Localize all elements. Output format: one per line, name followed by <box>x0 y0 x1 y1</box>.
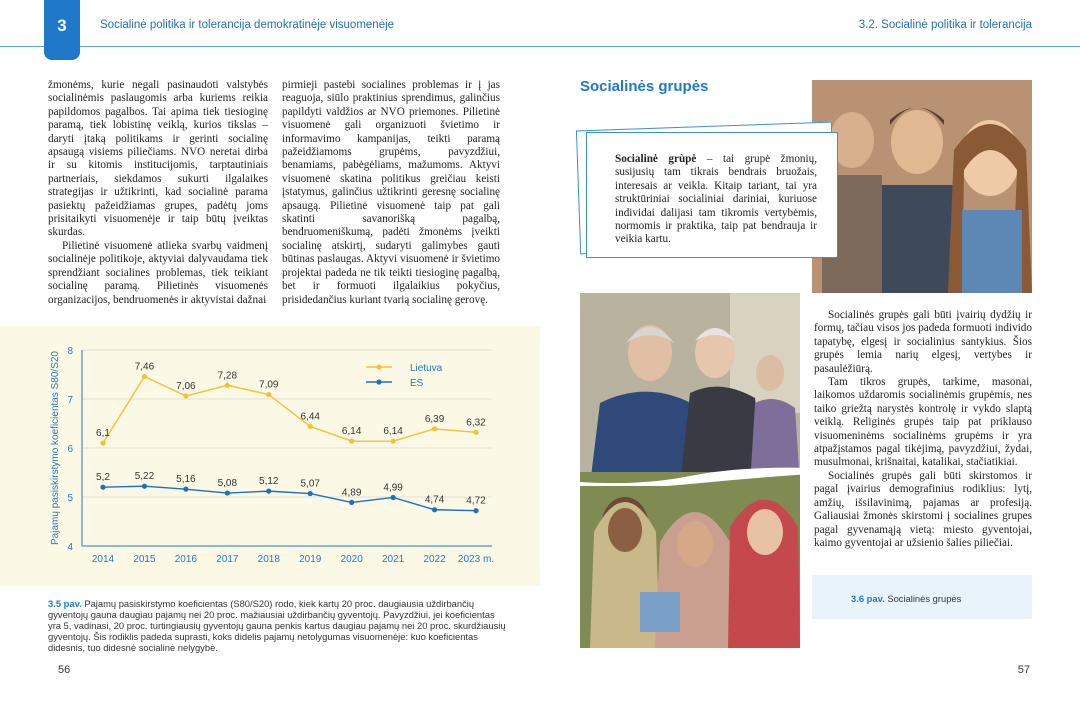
y-tick-label: 8 <box>67 346 73 357</box>
data-point <box>266 392 271 397</box>
paragraph: Pilietinė visuomenė atlieka svarbų vaidmenį socialinėje politikoje, aktyviai dalyvaudama tiek sprendžiant socialines problemas, tiek teikiant socialinę paramą. Pilietinės visuomenės organizacijos, bendruomenės ir aktyvistai dažnai <box>48 239 268 306</box>
data-point <box>183 393 188 398</box>
data-point <box>183 487 188 492</box>
page-number-left: 56 <box>58 664 71 676</box>
x-tick-label: 2021 <box>381 554 405 565</box>
paragraph: Tam tikros grupės, tarkime, masonai, laikomos uždaromis socialinėmis grupėmis, nes taiko griežtą narystės kontrolę ir vykdo slaptą veiklą. Religinės grupės taip pat priklauso visuomeninėms socialinėms grupėms ir yra atpažįstamos pagal tikėjimą, pavyzdžiui, žydai, musulmonai, krišnaitai, katalikai, stačiatikiai. <box>814 376 1032 469</box>
x-tick-label: 2023 m. <box>457 554 495 565</box>
x-tick-label: 2019 <box>299 554 322 565</box>
data-point <box>308 491 313 496</box>
page-number-right: 57 <box>1017 664 1030 676</box>
data-label: 7,28 <box>217 370 238 382</box>
data-label: 5,2 <box>96 472 110 484</box>
y-axis-label: Pajamų pasiskirstymo koeficientas S80/S20 <box>50 351 61 545</box>
data-label: 6,44 <box>300 411 320 423</box>
data-point <box>100 485 105 490</box>
data-point <box>142 484 147 489</box>
header-divider <box>0 46 1080 47</box>
legend-label: ES <box>410 378 424 389</box>
definition-box <box>586 132 838 258</box>
legend-marker <box>376 364 381 369</box>
legend-marker <box>376 379 381 384</box>
caption-label: 3.5 pav. <box>48 598 82 609</box>
data-point <box>432 507 437 512</box>
data-label: 5,22 <box>134 471 155 483</box>
photo-young-people <box>812 80 1032 293</box>
paragraph: Socialinės grupės gali būti įvairių dydžių ir formų, tačiau visos jos padeda formuoti individo tapatybę, elgesį ir socialinius santykius. Šios grupės lemia narių elgesį, vertybes ir pasaulėžiūrą. <box>814 309 1032 375</box>
data-label: 5,07 <box>300 478 320 490</box>
data-label: 5,16 <box>176 474 196 486</box>
data-point <box>391 495 396 500</box>
data-label: 7,09 <box>259 379 279 391</box>
data-label: 4,99 <box>383 482 403 494</box>
photo-women-in-hijabs <box>580 472 800 648</box>
right-column <box>814 309 1032 550</box>
chapter-number: 3 <box>57 16 67 35</box>
definition-term: Socialinė grùpė <box>615 153 697 165</box>
x-tick-label: 2017 <box>216 554 239 565</box>
caption-label: 3.6 pav. <box>851 593 885 604</box>
legend-label: Lietuva <box>410 363 443 374</box>
data-point <box>349 500 354 505</box>
data-point <box>225 383 230 388</box>
data-point <box>349 439 354 444</box>
data-point <box>308 424 313 429</box>
data-label: 5,12 <box>259 476 279 488</box>
data-label: 6,1 <box>96 428 110 440</box>
income-distribution-chart <box>0 326 540 586</box>
running-header-left: Socialinė politika ir tolerancija demokratinėje visuomenėje <box>100 19 395 31</box>
y-tick-label: 7 <box>67 395 73 406</box>
chapter-number-tab <box>44 0 80 60</box>
data-label: 6,32 <box>466 417 486 429</box>
paragraph: žmonėms, kurie negali pasinaudoti valstybės socialinėmis paslaugomis arba kuriems reikia papildomos pagalbos. Tai apima tiek tiesioginę paramą, tiek lobistinę veiklą, kurios tikslas – daryti įtaką politikams ir gerinti socialinę apsaugą visiems piliečiams. NVO neretai dirba ir su kitomis institucijomis, tarptautiniais partneriais, siekdamos sukurti ilgalaikes strategijas ir užtikrinti, kad socialinė parama pasiektų pažeidžiamas grupes, padėtų joms prisitaikyti visuomenėje ir taip būtų įveiktas skurdas. <box>48 79 268 239</box>
data-label: 6,14 <box>341 426 362 438</box>
y-tick-label: 4 <box>67 542 73 553</box>
series-line-1 <box>103 486 476 511</box>
caption-text: Pajamų pasiskirstymo koeficientas (S80/S20) rodo, kiek kartų 20 proc. daugiausia uždirbančių gyventojų gauna daugiau pajamų nei 20 proc. mažiausiai uždirbančių gyventojų. Pavyzdžiui, jei koeficientas yra 5, vadinasi, 20 proc. turtingiausių gyventojų gauna penkis kartus daugiau pajamų nei 20 proc. skurdžiausių gyventojų. Šis rodiklis padeda suprasti, koks didelis pajamų netolygumas visuomenėje: kuo koeficientas didesnis, tuo didesnė socialinė nelygybė. <box>48 598 506 653</box>
y-tick-label: 5 <box>67 493 73 504</box>
data-point <box>473 508 478 513</box>
data-label: 4,89 <box>341 487 362 499</box>
data-point <box>225 490 230 495</box>
paragraph: Socialinės grupės gali būti skirstomos ir pagal įvairius demografinius rodiklius: lytį, amžių, išsilavinimą, pajamas ar profesiją. Galiausiai žmonės skirstomi į socialines grupes pagal gyvenamąją vietą: miesto gyventojai, kaimo gyventojai ar užsienio šalies piliečiai. <box>814 469 1032 549</box>
x-tick-label: 2014 <box>91 554 115 565</box>
data-point <box>142 374 147 379</box>
left-column-1 <box>48 79 268 307</box>
caption-text: Socialinės grupės <box>887 593 962 604</box>
paragraph: pirmieji pastebi socialines problemas ir į jas reaguoja, siūlo praktinius sprendimus, galinčius papildyti valdžios ar NVO priemones. Pilietinė visuomenė gali organizuoti švietimo ir informavimo kampanijas, teikti paramą pažeidžiamoms grupėms, pavyzdžiui, benamiams, pabėgėliams, mažumoms. Aktyvi visuomenė skatina politikus greičiau keisti įstatymus, galinčius užtikrinti geresnę socialinę apsaugą. Pilietinė visuomenė taip pat gali skatinti savanorišką pagalbą, bendruomeniškumą, padėti žmonėms įveikti socialinę atskirtį, sudaryti galimybes gauti būtinas paslaugas. Aktyvi visuomenė ir švietimo projektai padeda ne tik teikti tiesioginę pagalbą, bet ir formuoti ilgalaikius pokyčius, prisidedančius kuriant tvarią socialinę gerovę. <box>282 79 500 306</box>
figure-caption-3-6 <box>812 575 1032 619</box>
data-label: 4,74 <box>424 494 445 506</box>
data-label: 6,39 <box>424 413 445 425</box>
figure-caption-3-5 <box>48 598 508 653</box>
data-label: 6,14 <box>383 426 403 438</box>
definition-text: – tai grupė žmonių, susijusių tam tikrais bendrais bruožais, interesais ar veikla. Kitaip tariant, tai yra struktūriniai socialiniai dariniai, kuriuose individai dalijasi tam tikromis vertybėmis, normomis ir praktika, taip pat bendrauja ir veikia kartu. <box>615 153 818 246</box>
data-point <box>100 441 105 446</box>
left-column-2 <box>282 79 500 307</box>
running-header-right: 3.2. Socialinė politika ir tolerancija <box>858 19 1032 31</box>
photo-divider-wave <box>580 464 810 486</box>
data-point <box>473 430 478 435</box>
data-label: 4,72 <box>466 495 486 507</box>
x-tick-label: 2016 <box>174 554 198 565</box>
data-label: 7,06 <box>176 381 196 393</box>
photo-elderly-people <box>580 293 800 485</box>
data-point <box>432 426 437 431</box>
x-tick-label: 2015 <box>133 554 156 565</box>
x-tick-label: 2022 <box>423 554 446 565</box>
x-tick-label: 2018 <box>257 554 280 565</box>
data-point <box>391 439 396 444</box>
data-label: 7,46 <box>134 361 155 373</box>
section-title: Socialinės grupės <box>580 78 709 95</box>
x-tick-label: 2020 <box>340 554 363 565</box>
y-tick-label: 6 <box>67 444 73 455</box>
data-point <box>266 489 271 494</box>
data-label: 5,08 <box>217 478 238 490</box>
